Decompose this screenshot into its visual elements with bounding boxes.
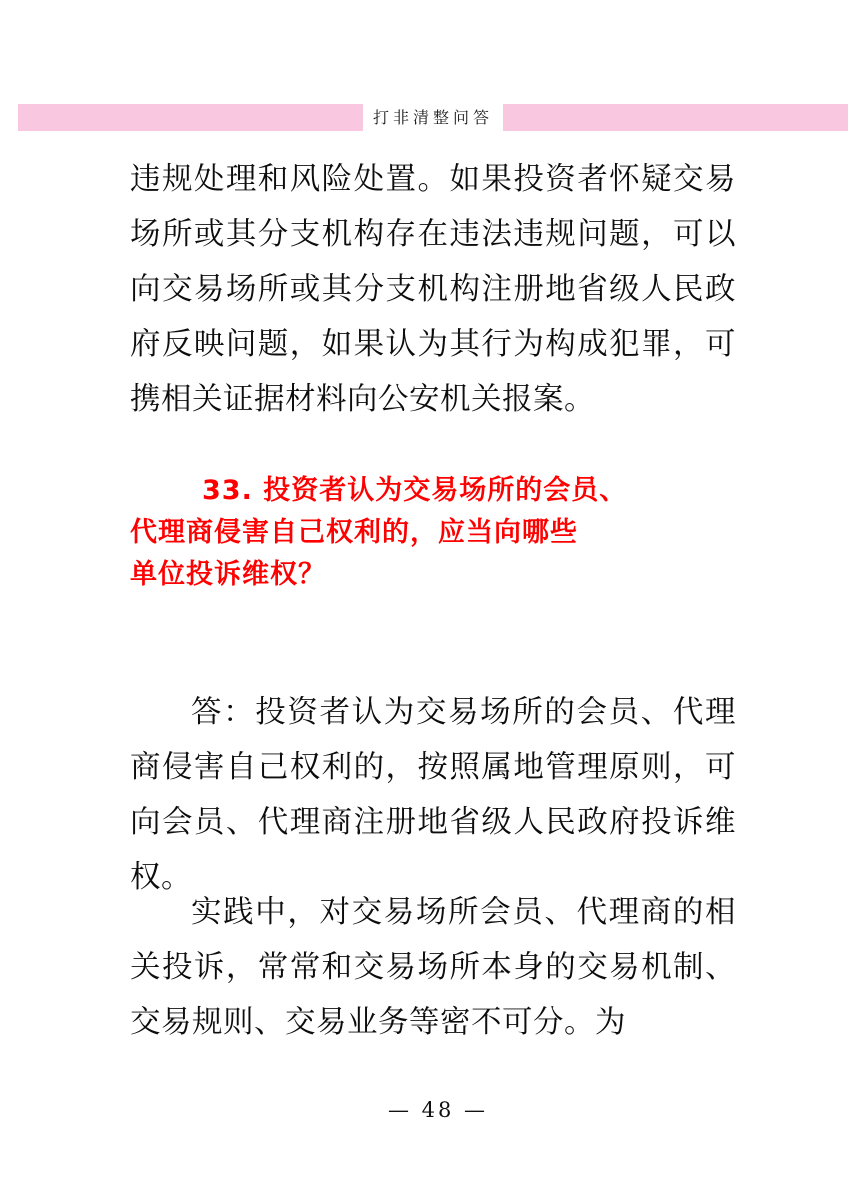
paragraph-continued: 违规处理和风险处置。如果投资者怀疑交易场所或其分支机构存在违法违规问题，可以向交易场所或其分支机构注册地省级人民政府反映问题，如果认为其行为构成犯罪，可携相关证据材料向公安机关报案。 bbox=[130, 162, 736, 417]
header-title: 打非清整问答 bbox=[373, 108, 494, 127]
question-line-3: 单位投诉维权？ bbox=[130, 559, 326, 590]
page-header bbox=[18, 104, 848, 131]
page-footer bbox=[0, 1098, 866, 1122]
header-bar-right bbox=[503, 104, 848, 131]
answer-block-2 bbox=[130, 885, 736, 1050]
answer-paragraph-1: 答：投资者认为交易场所的会员、代理商侵害自己权利的，按照属地管理原则，可向会员、代理商注册地省级人民政府投诉维权。 bbox=[130, 695, 736, 895]
answer-block-1 bbox=[130, 685, 736, 905]
page-number: — 48 — bbox=[387, 1098, 489, 1122]
question-line-2: 代理商侵害自己权利的，应当向哪些 bbox=[130, 517, 578, 548]
body-paragraph-block bbox=[130, 152, 736, 427]
question-heading bbox=[130, 470, 750, 596]
question-line-1: 33. 投资者认为交易场所的会员、 bbox=[202, 475, 628, 506]
header-bar-left bbox=[18, 104, 363, 131]
answer-paragraph-2: 实践中，对交易场所会员、代理商的相关投诉，常常和交易场所本身的交易机制、交易规则、交易业务等密不可分。为 bbox=[130, 895, 736, 1040]
